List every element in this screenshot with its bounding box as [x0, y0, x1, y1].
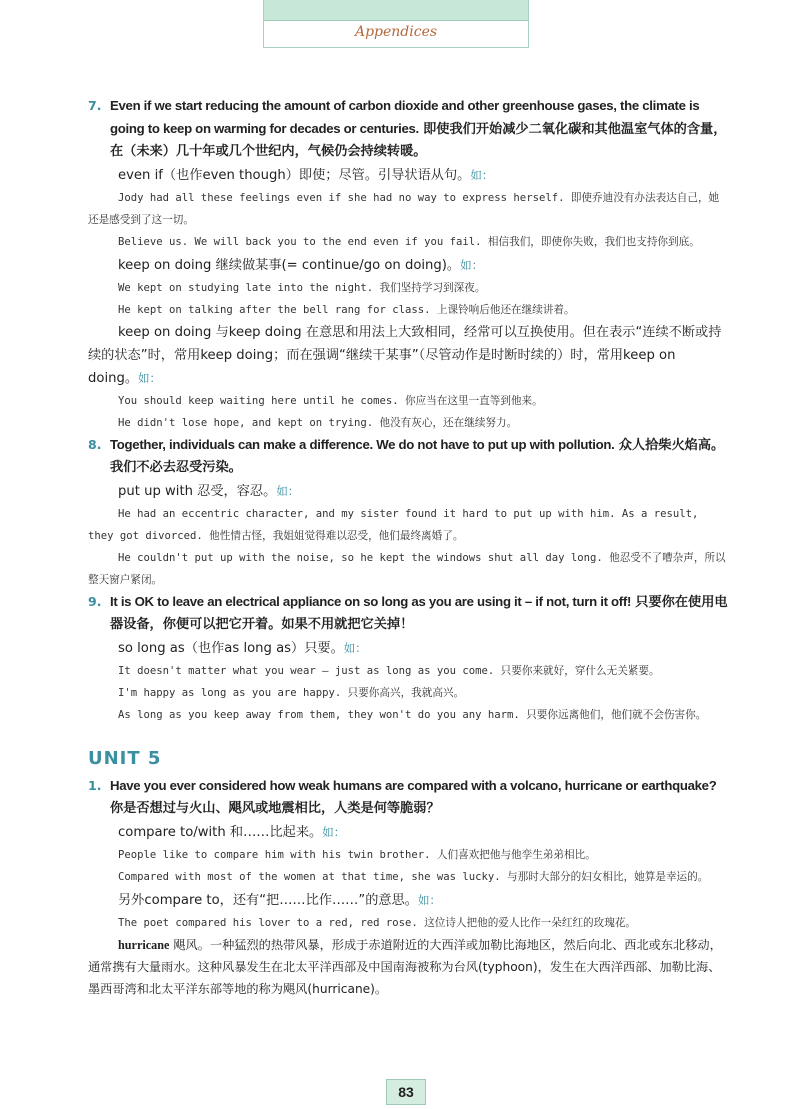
phrase-explanation	[88, 821, 728, 844]
item-number: 7.	[88, 98, 102, 113]
phrase-explanation	[88, 637, 728, 660]
phrase-explanation	[88, 889, 728, 912]
example-marker: 如：	[343, 641, 367, 655]
phrase-text: keep on doing 继续做某事(= continue/go on doing)。	[118, 258, 461, 273]
sentence-chinese: 你是否想过与火山、飓风或地震相比，人类是何等脆弱？	[110, 801, 440, 816]
phrase-text: compare to/with 和……比起来。	[118, 825, 323, 840]
example-sentence: He kept on talking after the bell rang for class. 上课铃响后他还在继续讲着。	[118, 304, 575, 316]
note-item-8	[88, 434, 728, 479]
sentence-chinese: 众人拾柴火焰高。我们不必去忍受污染。	[110, 438, 725, 475]
note-item-9	[88, 591, 728, 636]
example-sentence: I'm happy as long as you are happy. 只要你高兴，我就高兴。	[118, 687, 465, 699]
page-content	[88, 95, 728, 1000]
example-sentence: The poet compared his lover to a red, red rose. 这位诗人把他的爱人比作一朵红红的玫瑰花。	[118, 917, 637, 929]
sentence-chinese: 即使我们开始减少二氧化碳和其他温室气体的含量，在（未来）几十年或几个世纪内，气候仍会持续转暖。	[110, 122, 727, 159]
phrase-text: put up with 忍受，容忍。	[118, 484, 277, 499]
example-sentence: Believe us. We will back you to the end even if you fail. 相信我们，即使你失败，我们也支持你到底。	[118, 236, 700, 248]
item-number: 1.	[88, 778, 102, 793]
example-marker: 如：	[460, 258, 484, 272]
sentence-english: Even if we start reducing the amount of carbon dioxide and other greenhouse gases, the climate is going to keep on warming for decades or centuries.	[110, 98, 700, 136]
usage-text: keep on doing 与keep doing 在意思和用法上大致相同，经常可以互换使用。但在表示“连续不断或持续的状态”时，常用keep doing；而在强调“继续干某事”（尽管动作是时断时续的）时，常用keep on doing。	[88, 325, 722, 386]
sentence-english: Have you ever considered how weak humans are compared with a volcano, hurricane or earthquake?	[110, 778, 717, 793]
note-text: 飓风。一种猛烈的热带风暴，形成于赤道附近的大西洋或加勒比海地区，然后向北、西北或东北移动，通常携有大量雨水。这种风暴发生在北太平洋西部及中国南海被称为台风(typhoon)，发生在大西洋西部、加勒比海、墨西哥湾和北太平洋东部等地的称为飓风(hurricane)。	[88, 938, 722, 996]
example-sentence: It doesn't matter what you wear – just as long as you come. 只要你来就好，穿什么无关紧要。	[118, 665, 660, 677]
example-marker: 如：	[138, 371, 162, 385]
example-sentence: We kept on studying late into the night. 我们坚持学习到深夜。	[118, 282, 486, 294]
item-number: 9.	[88, 594, 102, 609]
example-sentence: He couldn't put up with the noise, so he kept the windows shut all day long. 他忍受不了嘈杂声，所以整天窗户紧闭。	[88, 552, 726, 586]
example-sentence: He had an eccentric character, and my sister found it hard to put up with him. As a result, they got divorced. 他性情古怪，我姐姐觉得难以忍受，他们最终离婚了。	[88, 508, 699, 542]
sentence-english: It is OK to leave an electrical appliance on so long as you are using it – if not, turn it off!	[110, 594, 632, 609]
example-sentence: People like to compare him with his twin brother. 人们喜欢把他与他孪生弟弟相比。	[118, 849, 596, 861]
example-sentence: He didn't lose hope, and kept on trying. 他没有灰心，还在继续努力。	[118, 417, 518, 429]
example-sentence: As long as you keep away from them, they won't do you any harm. 只要你远离他们，他们就不会伤害你。	[118, 709, 707, 721]
sentence-chinese: 只要你在使用电器设备，你便可以把它开着。如果不用就把它关掉！	[110, 595, 728, 632]
example-marker: 如：	[417, 893, 441, 907]
item-number: 8.	[88, 437, 102, 452]
example-sentence: Compared with most of the women at that time, she was lucky. 与那时大部分的妇女相比，她算是幸运的。	[118, 871, 709, 883]
vocabulary-note	[88, 934, 728, 1000]
header-tab	[263, 0, 529, 48]
section-label: Appendices	[354, 24, 438, 40]
example-marker: 如：	[276, 484, 300, 498]
phrase-explanation	[88, 254, 728, 277]
example-sentence: Jody had all these feelings even if she had no way to express herself. 即使乔迪没有办法表达自己，她还是感受到了这一切。	[88, 192, 720, 226]
phrase-text: so long as（也作as long as）只要。	[118, 641, 344, 656]
sentence-english: Together, individuals can make a difference. We do not have to put up with pollution.	[110, 437, 615, 452]
note-item-7	[88, 95, 728, 163]
example-marker: 如：	[322, 825, 346, 839]
usage-paragraph	[88, 321, 728, 390]
header-band	[264, 0, 528, 21]
example-sentence: You should keep waiting here until he comes. 你应当在这里一直等到他来。	[118, 395, 543, 407]
note-item-unit5-1	[88, 775, 728, 820]
unit-heading: UNIT 5	[88, 748, 162, 769]
phrase-explanation	[88, 480, 728, 503]
page-number: 83	[386, 1079, 426, 1105]
phrase-text: 另外compare to，还有“把……比作……”的意思。	[118, 893, 418, 908]
note-term: hurricane	[118, 938, 170, 952]
example-marker: 如：	[470, 168, 494, 182]
phrase-text: even if（也作even though）即使；尽管。引导状语从句。	[118, 168, 471, 183]
phrase-explanation	[88, 164, 728, 187]
